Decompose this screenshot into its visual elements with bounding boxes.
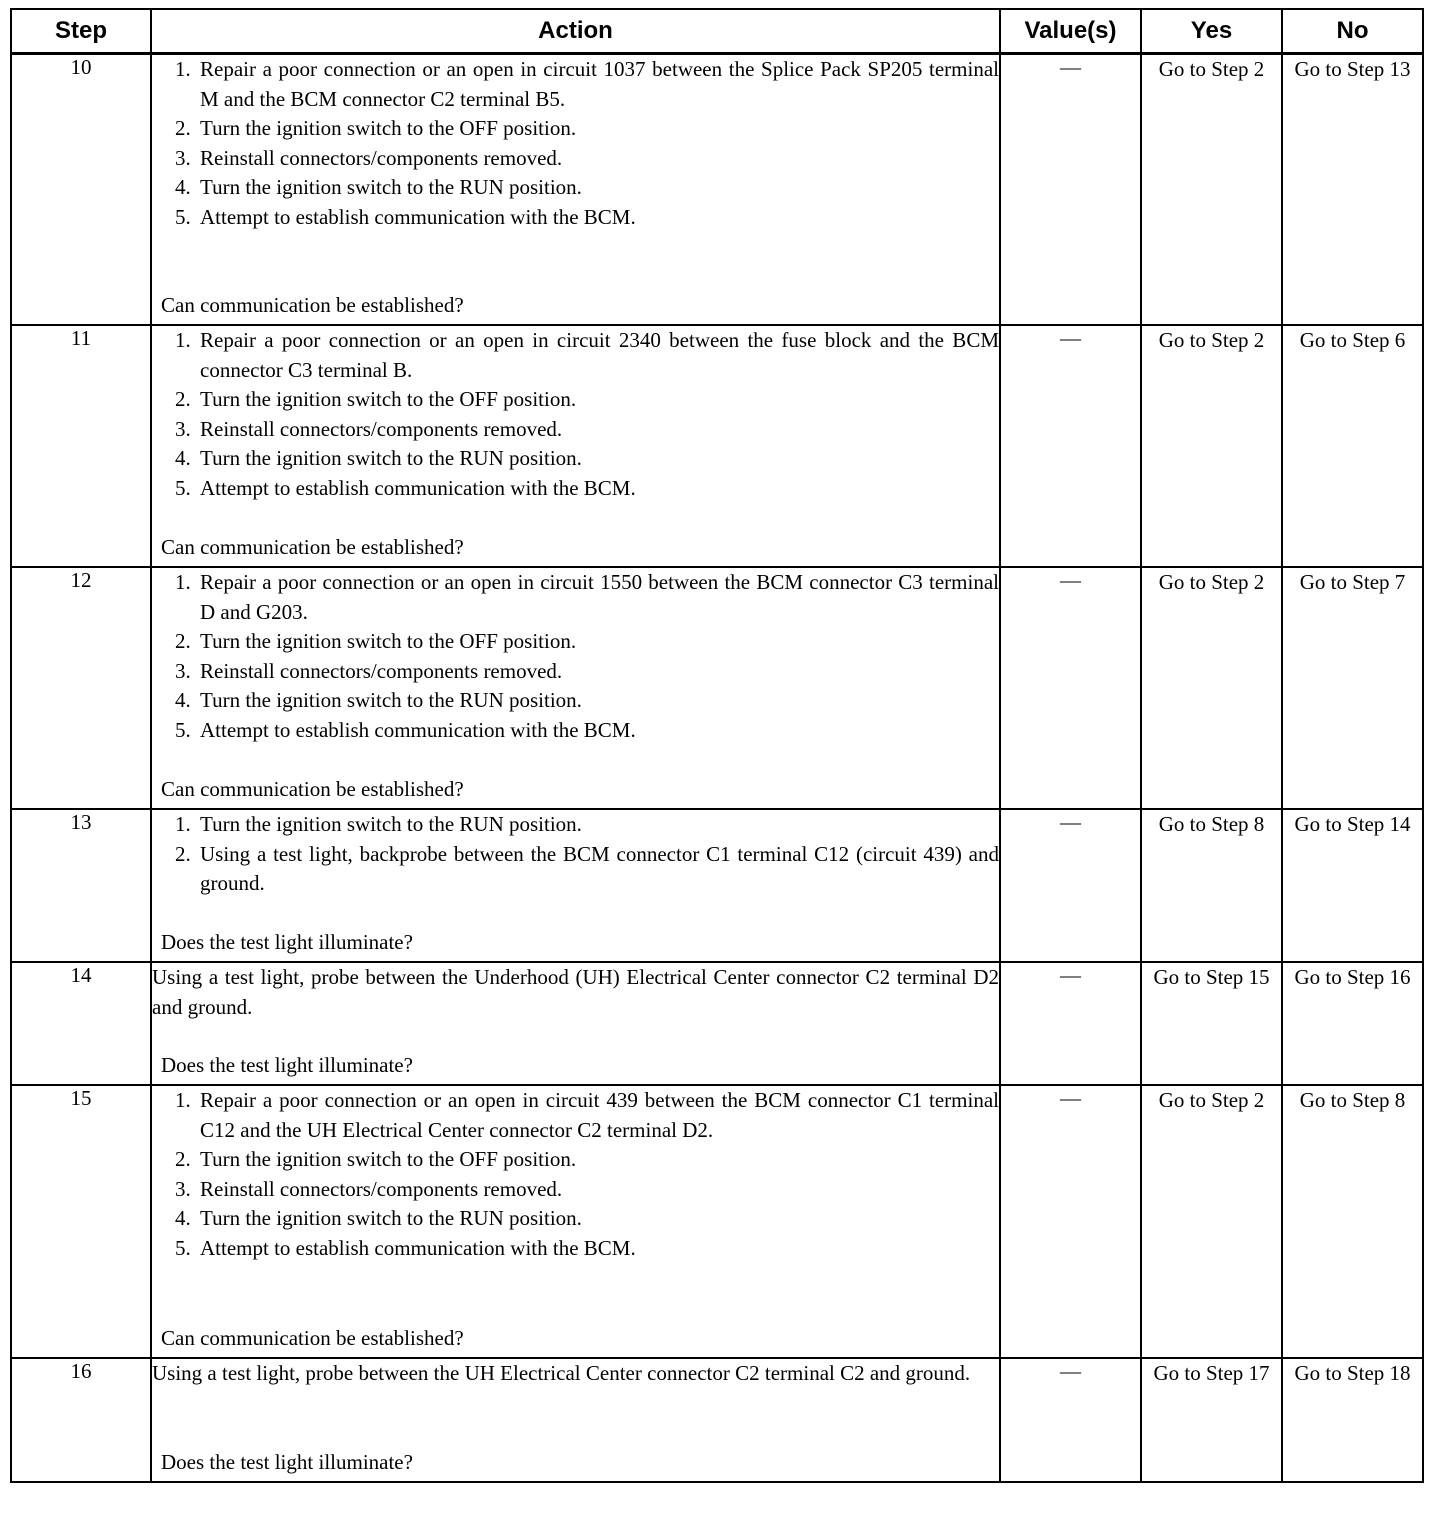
action-cell <box>151 567 1000 809</box>
table-row <box>11 567 1423 809</box>
action-item: 2. Using a test light, backprobe between the BCM connector C1 terminal C12 (circuit 439) and ground. <box>196 840 999 899</box>
action-cell <box>151 325 1000 567</box>
action-item: 1. Repair a poor connection or an open in circuit 1550 between the BCM connector C3 terminal D and G203. <box>196 568 999 627</box>
action-question: Can communication be established? <box>161 1325 464 1350</box>
step-number: 12 <box>11 567 151 809</box>
yes-cell: Go to Step 2 <box>1141 325 1282 567</box>
value-cell: — <box>1000 325 1141 567</box>
step-number: 10 <box>11 54 151 326</box>
value-cell: — <box>1000 1085 1141 1358</box>
yes-cell: Go to Step 8 <box>1141 809 1282 962</box>
yes-cell: Go to Step 17 <box>1141 1358 1282 1482</box>
action-item: 3. Reinstall connectors/components removed. <box>196 415 999 445</box>
action-item: 5. Attempt to establish communication with the BCM. <box>196 716 999 746</box>
action-list <box>152 810 999 899</box>
action-question: Does the test light illuminate? <box>161 1449 413 1474</box>
value-cell: — <box>1000 962 1141 1085</box>
action-item: 4. Turn the ignition switch to the RUN position. <box>196 686 999 716</box>
action-item: 4. Turn the ignition switch to the RUN position. <box>196 1204 999 1234</box>
header-action: Action <box>151 9 1000 54</box>
header-step: Step <box>11 9 151 54</box>
header-values: Value(s) <box>1000 9 1141 54</box>
action-item: 2. Turn the ignition switch to the OFF position. <box>196 385 999 415</box>
action-cell <box>151 809 1000 962</box>
step-number: 14 <box>11 962 151 1085</box>
action-item: 5. Attempt to establish communication with the BCM. <box>196 1234 999 1264</box>
no-cell: Go to Step 14 <box>1282 809 1423 962</box>
table-row <box>11 809 1423 962</box>
action-item: 4. Turn the ignition switch to the RUN position. <box>196 444 999 474</box>
action-question: Can communication be established? <box>161 292 464 317</box>
action-item: 3. Reinstall connectors/components removed. <box>196 1175 999 1205</box>
action-item: 2. Turn the ignition switch to the OFF position. <box>196 627 999 657</box>
action-item: 1. Repair a poor connection or an open in circuit 439 between the BCM connector C1 terminal C12 and the UH Electrical Center connector C2 terminal D2. <box>196 1086 999 1145</box>
header-no: No <box>1282 9 1423 54</box>
yes-cell: Go to Step 15 <box>1141 962 1282 1085</box>
header-yes: Yes <box>1141 9 1282 54</box>
table-row <box>11 962 1423 1085</box>
no-cell: Go to Step 18 <box>1282 1358 1423 1482</box>
value-cell: — <box>1000 1358 1141 1482</box>
action-item: 3. Reinstall connectors/components removed. <box>196 144 999 174</box>
table-row <box>11 1358 1423 1482</box>
value-cell: — <box>1000 567 1141 809</box>
step-number: 13 <box>11 809 151 962</box>
action-item: 1. Turn the ignition switch to the RUN position. <box>196 810 999 840</box>
action-item: 2. Turn the ignition switch to the OFF position. <box>196 1145 999 1175</box>
no-cell: Go to Step 16 <box>1282 962 1423 1085</box>
action-list <box>152 1086 999 1263</box>
action-cell <box>151 1358 1000 1482</box>
value-cell: — <box>1000 809 1141 962</box>
yes-cell: Go to Step 2 <box>1141 54 1282 326</box>
action-item: 1. Repair a poor connection or an open in circuit 1037 between the Splice Pack SP205 terminal M and the BCM connector C2 terminal B5. <box>196 55 999 114</box>
table-row <box>11 1085 1423 1358</box>
no-cell: Go to Step 7 <box>1282 567 1423 809</box>
action-cell <box>151 1085 1000 1358</box>
value-cell: — <box>1000 54 1141 326</box>
yes-cell: Go to Step 2 <box>1141 567 1282 809</box>
diagnostic-table <box>10 8 1424 1483</box>
action-question: Does the test light illuminate? <box>161 1052 413 1077</box>
action-question: Can communication be established? <box>161 776 464 801</box>
action-list <box>152 55 999 232</box>
no-cell: Go to Step 13 <box>1282 54 1423 326</box>
table-row <box>11 54 1423 326</box>
action-item: 4. Turn the ignition switch to the RUN position. <box>196 173 999 203</box>
step-number: 11 <box>11 325 151 567</box>
action-item: 2. Turn the ignition switch to the OFF position. <box>196 114 999 144</box>
action-text: Using a test light, probe between the Underhood (UH) Electrical Center connector C2 terminal D2 and ground. <box>152 965 999 1019</box>
table-row <box>11 325 1423 567</box>
yes-cell: Go to Step 2 <box>1141 1085 1282 1358</box>
step-number: 16 <box>11 1358 151 1482</box>
action-cell <box>151 962 1000 1085</box>
action-item: 5. Attempt to establish communication with the BCM. <box>196 474 999 504</box>
step-number: 15 <box>11 1085 151 1358</box>
action-list <box>152 326 999 503</box>
no-cell: Go to Step 6 <box>1282 325 1423 567</box>
action-list <box>152 568 999 745</box>
no-cell: Go to Step 8 <box>1282 1085 1423 1358</box>
action-item: 5. Attempt to establish communication with the BCM. <box>196 203 999 233</box>
action-text: Using a test light, probe between the UH Electrical Center connector C2 terminal C2 and ground. <box>152 1361 971 1385</box>
action-item: 3. Reinstall connectors/components removed. <box>196 657 999 687</box>
action-question: Does the test light illuminate? <box>161 929 413 954</box>
action-question: Can communication be established? <box>161 534 464 559</box>
action-item: 1. Repair a poor connection or an open in circuit 2340 between the fuse block and the BCM connector C3 terminal B. <box>196 326 999 385</box>
header-row <box>11 9 1423 54</box>
action-cell <box>151 54 1000 326</box>
